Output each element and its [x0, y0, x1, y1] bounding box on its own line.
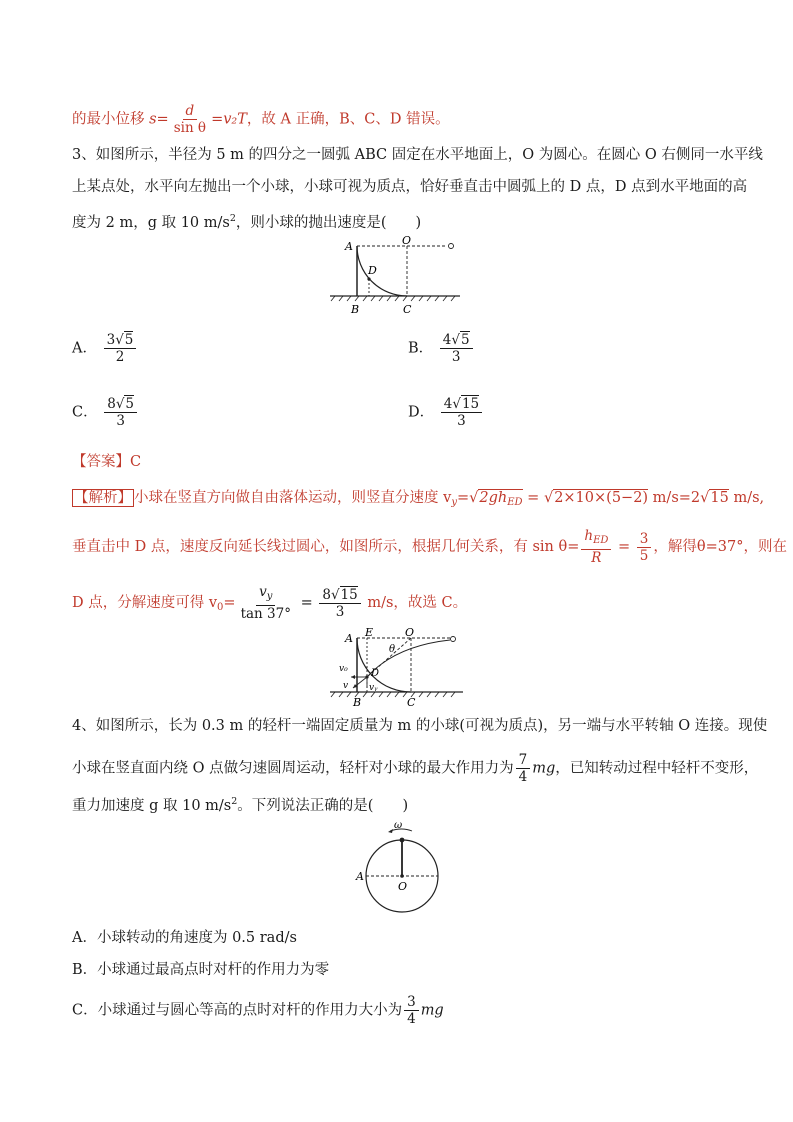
- fig1-label-C: C: [403, 303, 412, 316]
- analysis-l2b: ，解得θ=37°，则在: [653, 539, 787, 555]
- analysis-sqrt1: [478, 489, 522, 506]
- option-a-den: 2: [115, 349, 125, 365]
- q3-line3: [72, 209, 421, 233]
- fig3-label-O: O: [398, 880, 408, 893]
- prev-solution-line: [72, 103, 450, 136]
- q4-option-a[interactable]: A．小球转动的角速度为 0.5 rad/s: [72, 930, 297, 946]
- q4-line2a: 小球在竖直面内绕 O 点做匀速圆周运动，轻杆对小球的最大作用力为: [72, 760, 514, 777]
- prev-frac-den: sin θ: [173, 120, 207, 136]
- q3-option-a[interactable]: [72, 332, 138, 365]
- q4-optc-mg: mg: [420, 1002, 444, 1019]
- analysis-l3-num: v: [259, 584, 267, 600]
- analysis-l3-frac1: [238, 584, 294, 622]
- analysis-l2-num-sub: ED: [593, 535, 609, 546]
- analysis-l3-den: tan 37°: [240, 606, 291, 622]
- q3-analysis-line3: [72, 584, 467, 622]
- analysis-sqrt1-sub: ED: [507, 497, 523, 508]
- option-d-coef: 4: [443, 396, 453, 412]
- q3-analysis-line2: [72, 528, 787, 566]
- analysis-l2-num: h: [584, 528, 594, 544]
- q3-line2: 上某点处，水平向左抛出一个小球，小球可视为质点，恰好垂直击中圆弧上的 D 点，D 点到水平地面的高: [72, 179, 748, 195]
- prev-text: 的最小位移: [72, 111, 145, 128]
- analysis-l3-eq: =: [295, 595, 318, 611]
- analysis-l2-frac1: [581, 528, 611, 566]
- q3-analysis-line1: 【解析】 小球在竖直方向做自由落体运动，则竖直分速度 $v_y=√2gh_{ED} = √2\times 10\times(5-2)$ m/s=2√15 m/s,: [74, 490, 765, 508]
- fig2-label-E: E: [365, 628, 374, 639]
- fig3-label-omega: ω: [394, 820, 403, 831]
- analysis-l3-num-sub: y: [266, 591, 273, 602]
- analysis-l2-den2: 5: [639, 547, 649, 564]
- analysis-sqrt3: 15: [710, 490, 729, 506]
- q4-line3b: 。下列说法正确的是( ): [237, 798, 409, 814]
- fig1-label-B: B: [351, 303, 360, 316]
- analysis-l1c: m/s=2: [648, 490, 701, 506]
- q3-option-b[interactable]: [408, 332, 475, 365]
- analysis-l3-frac2: $\frac{8√15}{3}$: [319, 587, 360, 620]
- option-a-coef: 3: [106, 332, 116, 348]
- option-a-letter: A．: [72, 340, 97, 357]
- analysis-l3b: =: [223, 595, 236, 611]
- q3-line3-sup: 2: [229, 213, 236, 224]
- prev-conclusion: ，故 A 正确，B、C、D 错误。: [246, 111, 450, 128]
- fig2-label-theta: θ: [389, 644, 396, 655]
- prev-s-eq: s=: [149, 111, 169, 128]
- analysis-sqrt1-body: 2gh: [479, 490, 508, 506]
- analysis-l2-frac2: [637, 531, 652, 564]
- option-c-den: 3: [116, 413, 125, 429]
- analysis-l2-den: R: [591, 550, 602, 566]
- option-a-rad: 5: [124, 332, 134, 348]
- q4-line2-mg: mg: [532, 760, 556, 777]
- q4-line2c: ，已知转动过程中轻杆不变形，: [555, 760, 759, 777]
- option-d-letter: D．: [408, 404, 435, 421]
- analysis-tag: 【解析】: [74, 490, 132, 506]
- prev-frac-num: d: [183, 103, 198, 120]
- q4-line2: [72, 752, 758, 785]
- fig2-label-A: A: [345, 632, 353, 645]
- option-c-coef: 8: [107, 396, 116, 412]
- analysis-l3-rad: 15: [340, 586, 358, 603]
- analysis-figure: [325, 628, 470, 708]
- fig2-label-C: C: [407, 696, 416, 708]
- q4-line2-num: 7: [516, 752, 531, 769]
- analysis-l2-eq: =: [613, 539, 635, 555]
- q4-line3-sup: 2: [231, 796, 238, 807]
- fig1-label-O: O: [402, 234, 412, 247]
- option-b-letter: B．: [408, 340, 434, 357]
- fig2-label-v: v: [343, 681, 349, 691]
- q3-answer: 【答案】C: [72, 454, 142, 470]
- analysis-l1-sub: y: [451, 497, 457, 508]
- fig2-label-D: D: [371, 668, 380, 679]
- analysis-l1a: 小球在竖直方向做自由落体运动，则竖直分速度 v: [134, 490, 452, 506]
- analysis-sqrt2: 2×10×(5−2): [554, 490, 649, 506]
- q3-option-d[interactable]: [408, 396, 484, 429]
- q4-line1: 4、如图所示，长为 0.3 m 的轻杆一端固定质量为 m 的小球(可视为质点)，另一端与水平转轴 O 连接。现使: [72, 718, 768, 734]
- option-b-den: 3: [451, 349, 461, 365]
- q3-option-c[interactable]: [72, 396, 139, 429]
- q4-figure-circle: [352, 818, 452, 918]
- analysis-l3-coef: 8: [322, 586, 331, 603]
- option-c-rad: 5: [125, 396, 135, 412]
- option-b-fraction: $\frac{4√5}{3}$: [440, 332, 473, 365]
- q4-line2-frac: [516, 752, 531, 785]
- prev-fraction: [171, 103, 209, 136]
- q3-figure-arc: [325, 232, 465, 318]
- analysis-l3-den2: 3: [335, 603, 345, 620]
- q4-optc-num: 3: [404, 994, 419, 1011]
- fig1-label-A: A: [345, 240, 353, 253]
- analysis-l1-eq: =: [522, 490, 544, 506]
- fig2-label-v0: v₀: [339, 664, 348, 674]
- option-b-rad: 5: [460, 332, 470, 348]
- fig3-label-A: A: [356, 870, 364, 883]
- fig1-label-D: D: [368, 264, 377, 277]
- analysis-l2a: 垂直击中 D 点，速度反向延长线过圆心，如图所示，根据几何关系，有 sin θ=: [72, 539, 580, 555]
- analysis-l3c: m/s，故选 C。: [362, 595, 468, 611]
- q4-option-b[interactable]: B．小球通过最高点时对杆的作用力为零: [72, 962, 330, 978]
- q4-optc-text: C．小球通过与圆心等高的点时对杆的作用力大小为: [72, 1002, 403, 1019]
- fig2-label-vy: vᵧ: [369, 683, 378, 693]
- q4-optc-frac: [404, 994, 419, 1027]
- option-c-letter: C．: [72, 404, 98, 421]
- q4-optc-den: 4: [407, 1011, 416, 1027]
- q3-line3a: 度为 2 m，g 取 10 m/s: [72, 215, 230, 231]
- q4-line3: [72, 792, 408, 816]
- analysis-l3-sub: 0: [217, 602, 224, 613]
- option-d-den: 3: [457, 413, 466, 429]
- option-a-fraction: $\frac{3√5}{2}$: [104, 332, 137, 365]
- analysis-l1b: =: [456, 490, 470, 506]
- q4-line2-den: 4: [518, 769, 528, 785]
- fig2-label-B: B: [353, 696, 362, 708]
- analysis-l1d: m/s,: [728, 490, 765, 506]
- analysis-l3a: D 点，分解速度可得 v: [72, 595, 218, 611]
- prev-rhs: =v₂T: [211, 111, 247, 128]
- option-b-coef: 4: [442, 332, 452, 348]
- q4-line3a: 重力加速度 g 取 10 m/s: [72, 798, 232, 814]
- option-d-rad: 15: [461, 396, 480, 412]
- option-d-fraction: $\frac{4√15}{3}$: [441, 396, 482, 429]
- q4-option-c[interactable]: [72, 994, 444, 1027]
- q3-line1: 3、如图所示，半径为 5 m 的四分之一圆弧 ABC 固定在水平地面上，O 为圆心。在圆心 O 右侧同一水平线: [72, 147, 763, 163]
- analysis-l2-num2: 3: [637, 531, 652, 548]
- q3-line3b: ，则小球的抛出速度是( ): [235, 215, 422, 231]
- fig2-label-O: O: [405, 628, 415, 639]
- option-c-fraction: $\frac{8√5}{3}$: [104, 396, 137, 429]
